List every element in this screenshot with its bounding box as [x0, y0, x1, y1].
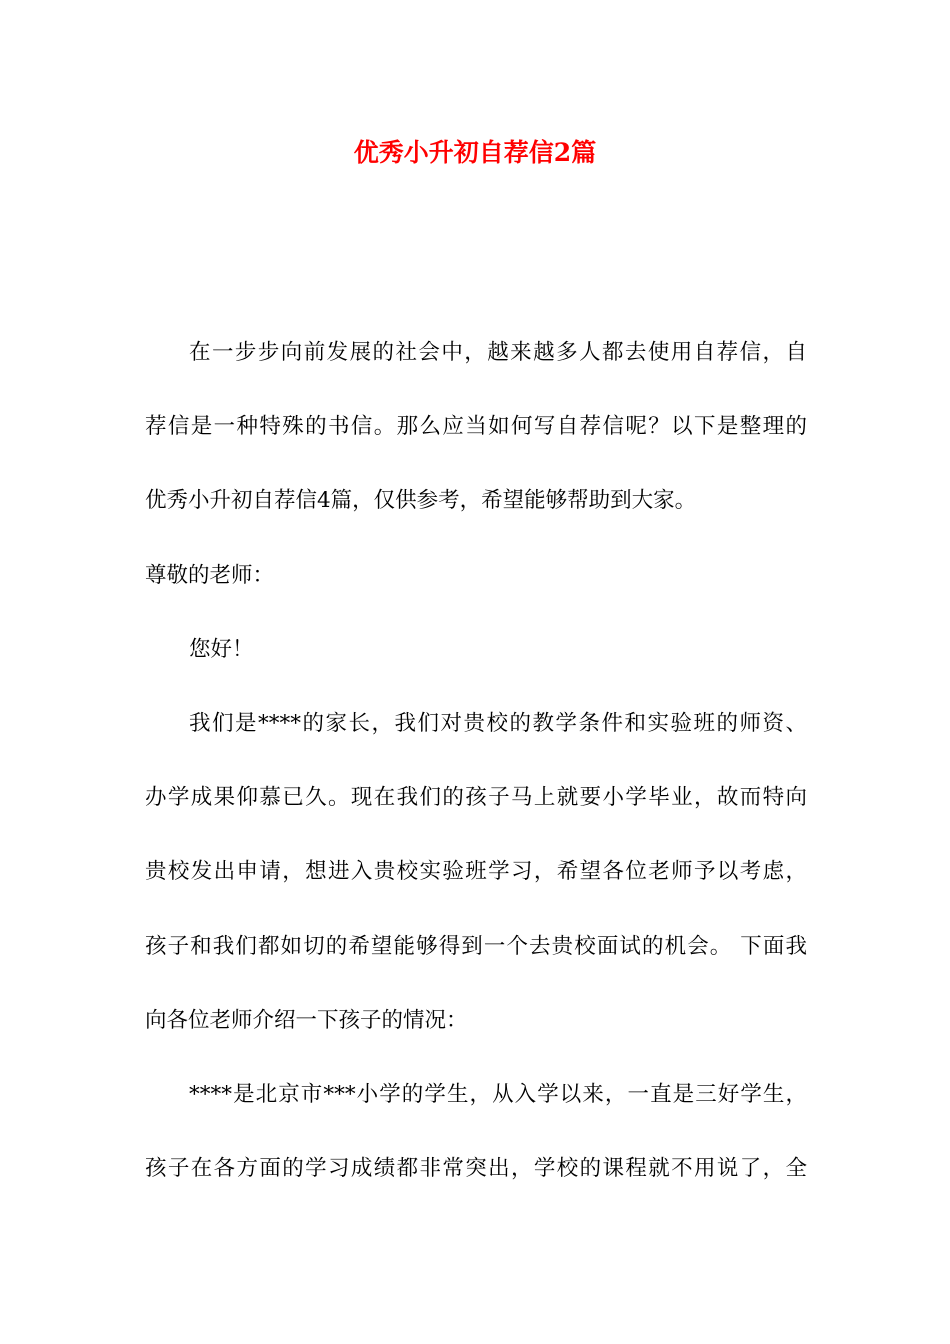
paragraph-line: 我们是****的家长，我们对贵校的教学条件和实验班的师资、: [189, 710, 807, 736]
greeting-line: 您好！: [189, 636, 254, 662]
salutation-line: 尊敬的老师：: [145, 562, 275, 588]
paragraph-line: 贵校发出申请，想进入贵校实验班学习，希望各位老师予以考虑，: [145, 859, 807, 885]
paragraph-line: 向各位老师介绍一下孩子的情况：: [145, 1007, 468, 1033]
paragraph-line: 荐信是一种特殊的书信。那么应当如何写自荐信呢？以下是整理的: [145, 414, 807, 440]
paragraph-line: 孩子和我们都如切的希望能够得到一个去贵校面试的机会。 下面我: [145, 933, 807, 959]
document-body: [145, 316, 807, 1206]
paragraph-line: 办学成果仰慕已久。现在我们的孩子马上就要小学毕业，故而特向: [145, 785, 807, 811]
paragraph-line: 在一步步向前发展的社会中，越来越多人都去使用自荐信，自: [189, 340, 807, 365]
paragraph-line: ****是北京市***小学的学生，从入学以来，一直是三好学生，: [189, 1081, 807, 1107]
document-title: 优秀小升初自荐信2篇: [353, 138, 597, 167]
paragraph-line: 优秀小升初自荐信4篇，仅供参考，希望能够帮助到大家。: [145, 488, 697, 514]
paragraph-line: 孩子在各方面的学习成绩都非常突出，学校的课程就不用说了，全: [145, 1156, 807, 1182]
